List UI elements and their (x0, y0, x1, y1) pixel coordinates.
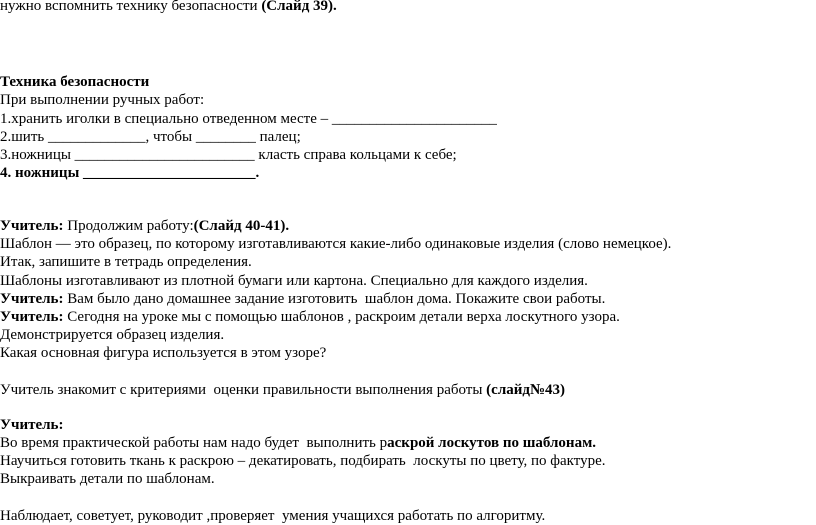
text-line: Во время практической работы нам надо будет выполнить раскрой лоскутов по шаблонам. (0, 435, 597, 451)
text-line: Шаблоны изготавливают из плотной бумаги или картона. Специально для каждого изделия. (0, 273, 588, 289)
text-line: Выкраивать детали по шаблонам. (0, 471, 215, 487)
rule-item-4: 4. ножницы _______________________. (0, 165, 260, 181)
teacher-heading: Учитель: (0, 417, 64, 433)
intro-line: нужно вспомнить технику безопасности (Слайд 39). (0, 0, 337, 14)
rule-item-3: 3.ножницы ________________________ класть справа кольцами к себе; (0, 147, 457, 163)
safety-heading: Техника безопасности (0, 74, 150, 90)
text-line: Итак, запишите в тетрадь определения. (0, 254, 252, 270)
text-line: Научиться готовить ткань к раскрою – декатировать, подбирать лоскуты по цвету, по фактуре. (0, 453, 606, 469)
criteria-line: Учитель знакомит с критериями оценки правильности выполнения работы (слайд№43) (0, 382, 566, 398)
text-line: Шаблон — это образец, по которому изготавливаются какие-либо одинаковые изделия (слово немецкое). (0, 236, 672, 252)
text-line: Демонстрируется образец изделия. (0, 327, 225, 343)
teacher-line: Учитель: Продолжим работу:(Слайд 40-41). (0, 218, 290, 234)
teacher-line: Учитель: Вам было дано домашнее задание изготовить шаблон дома. Покажите свои работы. (0, 291, 606, 307)
teacher-line: Учитель: Сегодня на уроке мы с помощью шаблонов , раскроим детали верха лоскутного узора. (0, 309, 620, 325)
text-line: При выполнении ручных работ: (0, 92, 205, 108)
rule-item-2: 2.шить _____________, чтобы ________ палец; (0, 129, 301, 145)
text-line: Какая основная фигура используется в этом узоре? (0, 345, 327, 361)
rule-item-1: 1.хранить иголки в специально отведенном месте – ______________________ (0, 111, 497, 127)
text-line: Наблюдает, советует, руководит ,проверяет умения учащихся работать по алгоритму. (0, 508, 546, 524)
